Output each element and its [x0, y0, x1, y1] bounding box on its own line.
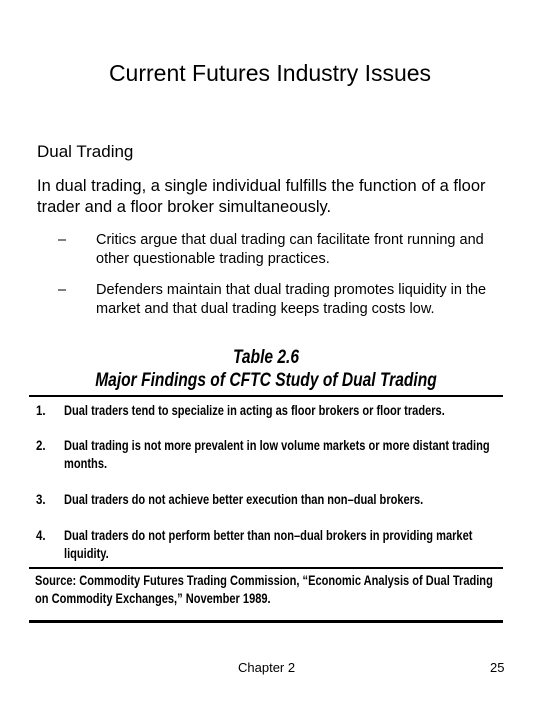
bullet-dash: –	[58, 282, 67, 298]
bullet-dash: –	[58, 232, 67, 248]
bullet-item-critics	[58, 231, 503, 269]
finding-number: 2.	[36, 438, 46, 453]
table-source-rule	[29, 567, 503, 569]
table-bottom-rule	[29, 620, 503, 623]
table-figure	[29, 345, 503, 635]
footer-chapter: Chapter 2	[238, 660, 296, 675]
finding-item	[29, 402, 503, 420]
table-source-note: Source: Commodity Futures Trading Commission, “Economic Analysis of Dual Trading on Commodity Exchanges,” November 1989.	[35, 573, 493, 606]
table-top-rule	[29, 395, 503, 397]
finding-text: Dual traders tend to specialize in acting as floor brokers or floor traders.	[64, 403, 445, 418]
footer-page-number: 25	[490, 660, 505, 675]
finding-text: Dual traders do not achieve better execution than non–dual brokers.	[64, 492, 424, 507]
finding-text: Dual traders do not perform better than non–dual brokers in providing market liquidity.	[64, 528, 473, 561]
bullet-text: Defenders maintain that dual trading promotes liquidity in the market and that dual trading keeps trading costs low.	[96, 282, 487, 317]
table-title-number: Table 2.6	[232, 347, 300, 368]
finding-number: 4.	[36, 528, 46, 543]
finding-number: 3.	[36, 492, 46, 507]
bullet-item-defenders	[58, 281, 503, 319]
table-title-caption: Major Findings of CFTC Study of Dual Trading	[95, 370, 437, 391]
finding-number: 1.	[36, 403, 46, 418]
finding-item	[29, 437, 503, 473]
slide-title: Current Futures Industry Issues	[108, 60, 432, 86]
finding-text: Dual trading is not more prevalent in low volume markets or more distant trading months.	[64, 438, 490, 471]
bullet-text: Critics argue that dual trading can facilitate front running and other questionable trading practices.	[96, 232, 484, 267]
intro-paragraph: In dual trading, a single individual fulfills the function of a floor trader and a floor broker simultaneously.	[37, 177, 486, 216]
section-heading: Dual Trading	[37, 142, 134, 161]
finding-item	[29, 491, 503, 509]
finding-item	[29, 527, 503, 563]
